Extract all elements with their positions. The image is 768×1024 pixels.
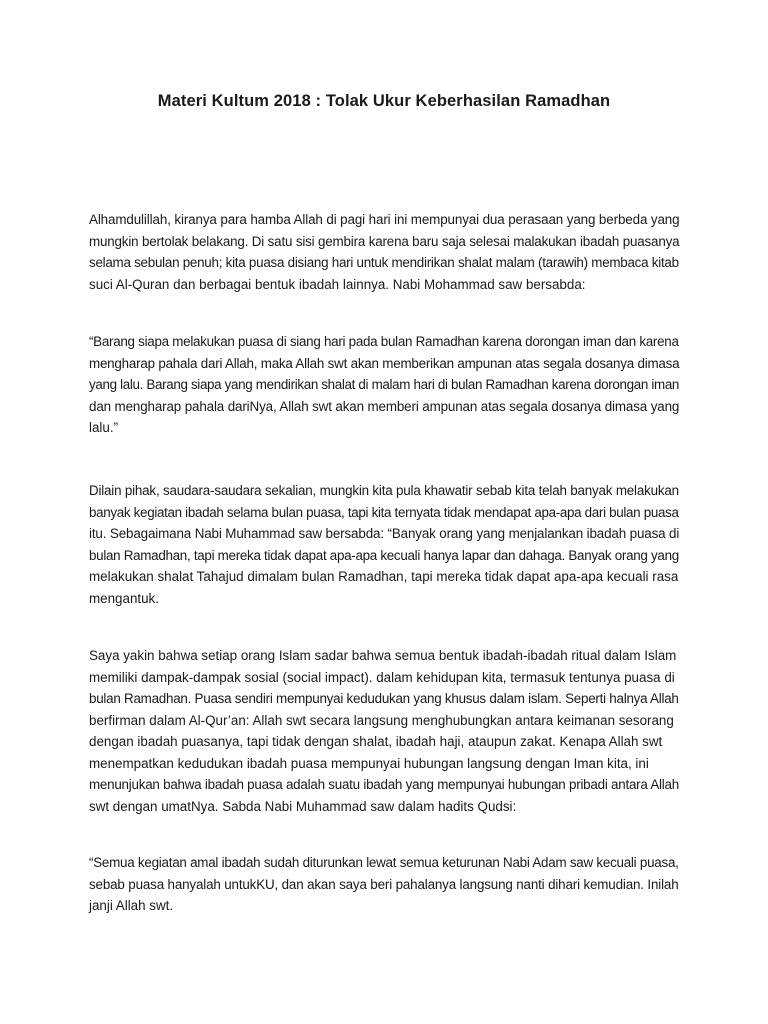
text-line: “Barang siapa melakukan puasa di siang hari pada bulan Ramadhan karena dorongan iman dan karena: [89, 334, 679, 349]
text-line: Alhamdulillah, kiranya para hamba Allah di pagi hari ini mempunyai dua perasaan yang berbeda yang: [89, 212, 680, 227]
paragraph-4: [89, 645, 679, 817]
text-line: Dilain pihak, saudara-saudara sekalian, mungkin kita pula khawatir sebab kita telah banyak melakukan: [89, 483, 679, 498]
text-line: memiliki dampak-dampak sosial (social impact). dalam kehidupan kita, termasuk tentunya puasa di: [89, 669, 675, 685]
text-line: mungkin bertolak belakang. Di satu sisi gembira karena baru saja selesai malakukan ibadah puasanya: [89, 233, 680, 249]
text-line: bulan Ramadhan, tapi mereka tidak dapat apa-apa kecuali hanya lapar dan dahaga. Banyak orang yang: [89, 547, 679, 563]
text-line: yang lalu. Barang siapa yang mendirikan shalat di malam hari di bulan Ramadhan karena dorongan iman: [89, 377, 680, 392]
text-line: itu. Sebagaimana Nabi Muhammad saw bersabda: “Banyak orang yang menjalankan ibadah puasa di: [89, 526, 680, 541]
text-line: berfirman dalam Al-Qur’an: Allah swt secara langsung menghubungkan antara keimanan sesorang: [89, 712, 674, 728]
text-line: dengan ibadah puasanya, tapi tidak dengan shalat, ibadah haji, ataupun zakat. Kenapa Allah swt: [89, 734, 663, 749]
paragraph-3: [89, 480, 679, 609]
text-line: selama sebulan penuh; kita puasa disiang hari untuk mendirikan shalat malam (tarawih) membaca kitab: [89, 255, 679, 270]
paragraph-2-quote: [89, 331, 679, 439]
text-line: lalu.”: [89, 420, 119, 435]
text-line: mengantuk.: [89, 590, 159, 606]
text-line: dan mengharap pahala dariNya, Allah swt akan memberi ampunan atas segala dosanya dimasa yang: [89, 398, 680, 414]
text-line: banyak kegiatan ibadah selama bulan puasa, tapi kita ternyata tidak mendapat apa-apa dari bulan puasa: [89, 504, 679, 520]
paragraph-5-quote: [89, 852, 679, 917]
paragraph-1: [89, 209, 679, 295]
text-line: sebab puasa hanyalah untukKU, dan akan saya beri pahalanya langsung nanti dihari kemudian. Inilah: [89, 876, 679, 892]
text-line: janji Allah swt.: [89, 898, 174, 913]
document-title: Materi Kultum 2018 : Tolak Ukur Keberhasilan Ramadhan: [157, 92, 611, 110]
text-line: “Semua kegiatan amal ibadah sudah diturunkan lewat semua keturunan Nabi Adam saw kecuali puasa,: [89, 855, 679, 870]
text-line: swt dengan umatNya. Sabda Nabi Muhammad saw dalam hadits Qudsi:: [89, 798, 517, 814]
text-line: menunjukan bahwa ibadah puasa adalah suatu ibadah yang mempunyai hubungan pribadi antara Allah: [89, 777, 679, 792]
text-line: menempatkan kedudukan ibadah puasa mempunyai hubungan langsung dengan Iman kita, ini: [89, 755, 649, 771]
text-line: Saya yakin bahwa setiap orang Islam sadar bahwa semua bentuk ibadah-ibadah ritual dalam Islam: [89, 648, 677, 663]
text-line: bulan Ramadhan. Puasa sendiri mempunyai kedudukan yang khusus dalam islam. Seperti halnya Allah: [89, 691, 679, 706]
text-line: melakukan shalat Tahajud dimalam bulan Ramadhan, tapi mereka tidak dapat apa-apa kecuali rasa: [89, 569, 679, 584]
text-line: mengharap pahala dari Allah, maka Allah swt akan memberikan ampunan atas segala dosanya dimasa: [89, 355, 680, 371]
text-line: suci Al-Quran dan berbagai bentuk ibadah lainnya. Nabi Mohammad saw bersabda:: [89, 276, 586, 292]
